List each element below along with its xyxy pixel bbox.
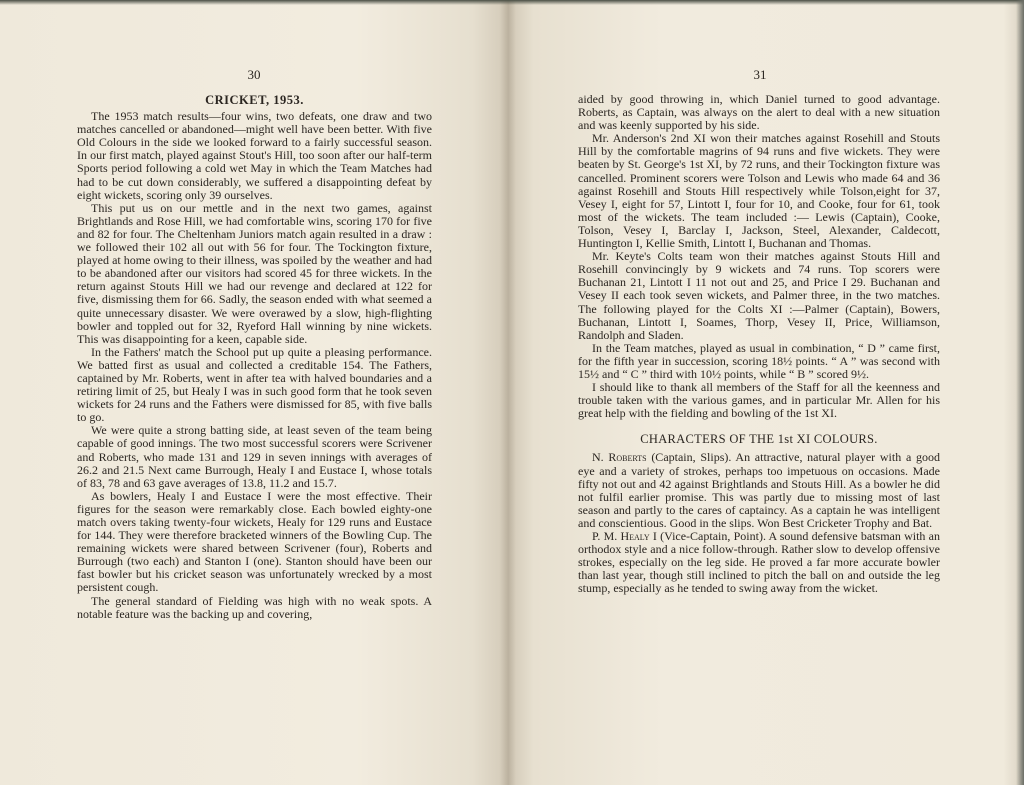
character-text: (Captain, Slips). An attractive, natural player with a good eye and a variety of strokes, perhaps too impetuous on occasions. Made fifty not out and 42 against Brightlands and Stouts Hill. As a bowler he did not fulfil earlier promise. This was partly due to missing most of last season and partly to the cares of captaincy. As a captain he was intelligent and conscientious. Good in the slips. Won Best Cricketer Trophy and Bat. xyxy=(578,450,940,530)
paragraph: Mr. Keyte's Colts team won their matches against Stouts Hill and Rosehill convincingly by 9 wickets and 74 runs. Top scorers were Buchanan 21, Lintott I 11 not out and 25, and Price I 29. Buchanan and Vesey II each took seven wickets, and Palmer three, in the two matches. The following played for the Colts XI :—Palmer (Captain), Bowers, Buchanan, Lintott I, Soames, Thorp, Vesey II, Price, Williamson, Randolph and Sladen. xyxy=(578,249,940,342)
character-entry xyxy=(578,530,940,595)
player-name: N. Roberts xyxy=(592,450,647,465)
paragraph: In the Team matches, played as usual in combination, “ D ” came first, for the fifth year in succession, scoring 18½ points. “ A ” was second with 15½ and “ C ” third with 10½ points, while “ B ” scored 9½. xyxy=(578,340,940,381)
paragraph: The 1953 match results—four wins, two defeats, one draw and two matches cancelled or abandoned—might well have been better. With five Old Colours in the side we looked forward to a fairly successful season. In our first match, played against Stout's Hill, too soon after our half-term Sports period following a cold wet May in which the Team Matches had had to be cut down considerably, we suffered a disappointing defeat by eight wickets, scoring only 39 ourselves. xyxy=(77,109,432,202)
book-gutter xyxy=(500,0,516,785)
right-page-body xyxy=(578,93,940,595)
section-subheading: CHARACTERS OF THE 1st XI COLOURS. xyxy=(640,432,878,447)
scan-right-edge xyxy=(1016,0,1024,785)
page-number-right: 31 xyxy=(753,67,767,82)
paragraph: aided by good throwing in, which Daniel turned to good advantage. Roberts, as Captain, was always on the alert to deal with a new situation and was keenly supported by his side. xyxy=(578,92,940,133)
scan-top-edge xyxy=(0,0,1024,5)
paragraph: Mr. Anderson's 2nd XI won their matches against Rosehill and Stouts Hill by the comfortable magrins of 94 runs and five wickets. They were beaten by St. George's 1st XI, by 72 runs, and their Tockington fixture was cancelled. Prominent scorers were Tolson and Lewis who made 64 and 36 against Rosehill and Stouts Hill respectively while Tolson,eight for 37, Vesey I, eight for 57, Lintott I, four for 10, and Cooke, four for 61, took most of the wickets. The team included :— Lewis (Captain), Cooke, Tolson, Vesey I, Barclay I, Jackson, Steel, Alexander, Caldecott, Huntington I, Kellie Smith, Lintott I, Buchanan and Thomas. xyxy=(578,131,940,251)
right-page xyxy=(508,0,1024,785)
paragraph: As bowlers, Healy I and Eustace I were the most effective. Their figures for the season were remarkably close. Each bowled eighty-one match overs taking twenty-four wickets, Healy for 129 runs and Eustace for 144. They were therefore bracketed winners of the Bowling Cup. The remaining wickets were shared between Scrivener (four), Roberts and Burrough (two each) and Stanton I (one). Stanton should have been our fast bowler but his cricket season was unfortunately wrecked by a most persistent cough. xyxy=(77,488,432,595)
paragraph: In the Fathers' match the School put up quite a pleasing performance. We batted first as usual and collected a creditable 154. The Fathers, captained by Mr. Roberts, went in after tea with halved boundaries and a retiring limit of 25, but Healy I was in such good form that he took seven wickets for 24 runs and the Fathers were dismissed for 85, with five balls to go. xyxy=(77,344,432,425)
paragraph: We were quite a strong batting side, at least seven of the team being capable of good innings. The two most successful scorers were Scrivener and Roberts, who made 131 and 129 in seven innings with averages of 26.2 and 21.5 Next came Burrough, Healy I and Eustace I, whose totals of 83, 78 and 63 gave averages of 13.8, 11.2 and 15.7. xyxy=(77,423,432,490)
character-entry xyxy=(578,451,940,530)
left-page xyxy=(0,0,508,785)
left-page-body xyxy=(77,94,432,621)
player-name: P. M. Healy xyxy=(592,529,650,543)
character-text: I (Vice-Captain, Point). A sound defensive batsman with an orthodox style and a nice follow-through. Rather slow to develop offensive strokes, especially on the leg side. He proved a far more accurate bowler than last year, though still inclined to pitch the ball on and outside the leg stump, especially as he tended to swing away from the wicket. xyxy=(578,529,940,596)
paragraph: I should like to thank all members of the Staff for all the keenness and trouble taken with the various games, and in particular Mr. Allen for his great help with the fielding and bowling of the 1st XI. xyxy=(578,380,940,421)
paragraph: The general standard of Fielding was high with no weak spots. A notable feature was the backing up and covering, xyxy=(77,593,432,621)
article-heading: CRICKET, 1953. xyxy=(205,93,304,107)
page-number-left: 30 xyxy=(247,67,261,82)
paragraph: This put us on our mettle and in the next two games, against Brightlands and Rose Hill, we had comfortable wins, scoring 170 for five and 82 for four. The Cheltenham Juniors match again resulted in a draw : we followed their 102 all out with 56 for four. The Tockington fixture, played at home owing to their illness, was spoiled by the weather and had to be abandoned after our visitors had scored 45 for three wickets. In the return against Stouts Hill we had our revenge and declared at 122 for five, dismissing them for 66. Sadly, the season ended with what seemed a quite unnecessary disaster. We were overawed by a slow, high-flighting bowler and toppled out for 32, Ryeford Hall winning by nine wickets. This was disappointing for a keen, capable side. xyxy=(77,200,432,346)
